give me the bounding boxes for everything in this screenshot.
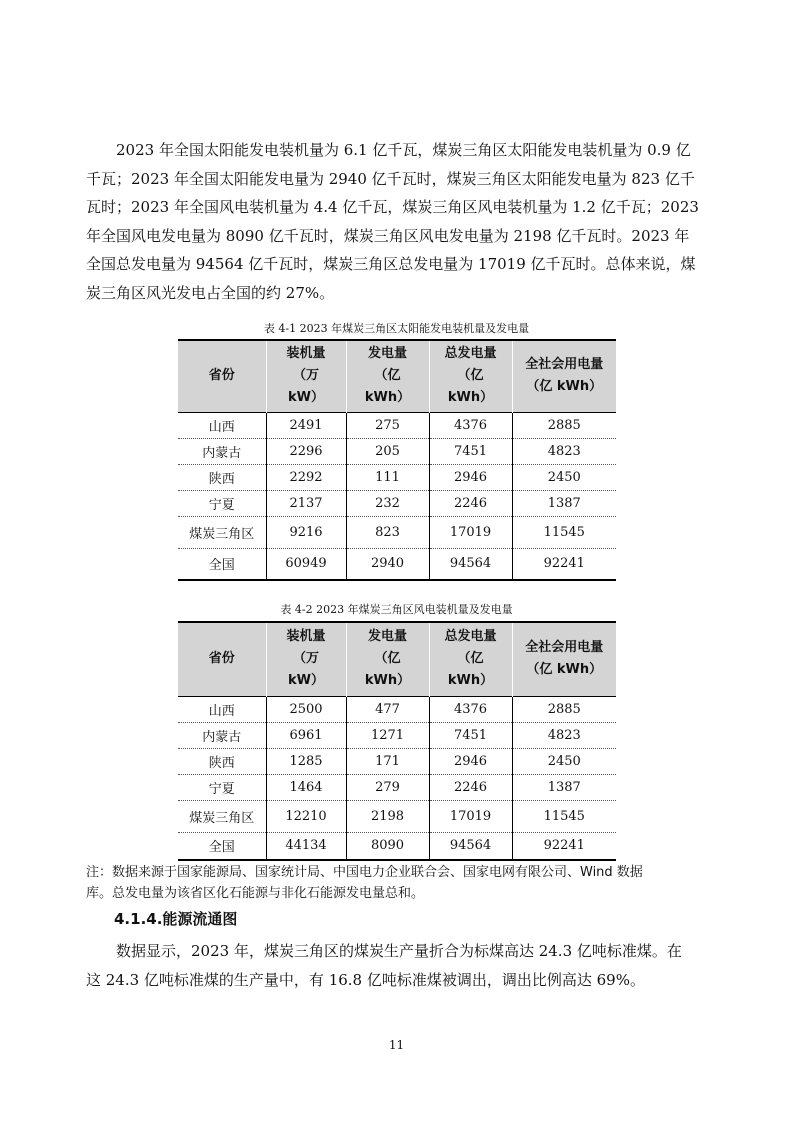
cell-province: 内蒙古 (178, 438, 266, 464)
cell-value: 8090 (346, 832, 429, 860)
cell-value: 111 (346, 464, 429, 490)
paragraph-solar-wind-summary (86, 136, 708, 307)
cell-province: 宁夏 (178, 490, 266, 516)
table-row (178, 412, 616, 438)
cell-value: 477 (346, 696, 429, 722)
cell-value: 1387 (512, 490, 616, 516)
cell-value: 279 (346, 774, 429, 800)
cell-value: 4823 (512, 722, 616, 748)
cell-value: 94564 (429, 548, 512, 580)
cell-province: 山西 (178, 412, 266, 438)
paragraph-coal-flow (86, 937, 708, 994)
note-line: 注：数据来源于国家能源局、国家统计局、中国电力企业联合会、国家电网有限公司、Wind 数据 (86, 865, 643, 880)
table-header-row (178, 340, 616, 412)
table-row (178, 748, 616, 774)
table-header-row (178, 622, 616, 696)
cell-value: 1285 (266, 748, 346, 774)
paragraph-line: 瓦时；2023 年全国风电装机量为 4.4 亿千瓦，煤炭三角区风电装机量为 1.2 亿千瓦；2023 (86, 198, 699, 216)
paragraph-line: 炭三角区风光发电占全国的约 27%。 (86, 283, 335, 302)
cell-province: 全国 (178, 548, 266, 580)
cell-value: 2296 (266, 438, 346, 464)
cell-province: 陕西 (178, 464, 266, 490)
header-total-consumption: 全社会用电量 （亿 kWh） (512, 622, 616, 696)
table-row (178, 516, 616, 548)
cell-province: 宁夏 (178, 774, 266, 800)
cell-value: 11545 (512, 516, 616, 548)
cell-value: 7451 (429, 722, 512, 748)
header-total-consumption: 全社会用电量 （亿 kWh） (512, 340, 616, 412)
table-row (178, 464, 616, 490)
header-installed-capacity: 装机量 （万 kW） (266, 622, 346, 696)
paragraph-line: 数据显示，2023 年，煤炭三角区的煤炭生产量折合为标煤高达 24.3 亿吨标准煤。在 (116, 942, 682, 960)
cell-value: 2500 (266, 696, 346, 722)
table-2-caption: 表 4-2 2023 年煤炭三角区风电装机量及发电量 (280, 603, 513, 616)
cell-value: 12210 (266, 800, 346, 832)
cell-value: 2246 (429, 490, 512, 516)
cell-value: 171 (346, 748, 429, 774)
header-total-generation: 总发电量 （亿 kWh） (429, 340, 512, 412)
cell-value: 2885 (512, 696, 616, 722)
cell-value: 205 (346, 438, 429, 464)
table-row (178, 722, 616, 748)
header-province: 省份 (178, 340, 266, 412)
paragraph-line: 年全国风电发电量为 8090 亿千瓦时，煤炭三角区风电发电量为 2198 亿千瓦时。2023 年 (86, 226, 690, 245)
cell-value: 2198 (346, 800, 429, 832)
cell-value: 92241 (512, 548, 616, 580)
cell-value: 823 (346, 516, 429, 548)
cell-value: 9216 (266, 516, 346, 548)
table-2-wind (178, 621, 616, 861)
cell-value: 2292 (266, 464, 346, 490)
header-generation: 发电量 （亿 kWh） (346, 340, 429, 412)
cell-value: 94564 (429, 832, 512, 860)
cell-value: 4376 (429, 696, 512, 722)
cell-value: 2946 (429, 464, 512, 490)
table-1-solar (178, 339, 616, 581)
note-line: 库。总发电量为该省区化石能源与非化石能源发电量总和。 (86, 886, 425, 901)
cell-value: 44134 (266, 832, 346, 860)
table-row (178, 800, 616, 832)
paragraph-line: 全国总发电量为 94564 亿千瓦时，煤炭三角区总发电量为 17019 亿千瓦时。总体来说，煤 (86, 255, 696, 273)
cell-value: 17019 (429, 800, 512, 832)
cell-province: 内蒙古 (178, 722, 266, 748)
cell-value: 4376 (429, 412, 512, 438)
cell-value: 2946 (429, 748, 512, 774)
cell-value: 17019 (429, 516, 512, 548)
table-row (178, 438, 616, 464)
cell-value: 11545 (512, 800, 616, 832)
cell-province: 陕西 (178, 748, 266, 774)
cell-province: 山西 (178, 696, 266, 722)
cell-value: 275 (346, 412, 429, 438)
table-row (178, 548, 616, 580)
cell-value: 2137 (266, 490, 346, 516)
cell-value: 2885 (512, 412, 616, 438)
table-row (178, 774, 616, 800)
cell-value: 7451 (429, 438, 512, 464)
cell-value: 4823 (512, 438, 616, 464)
paragraph-line: 2023 年全国太阳能发电装机量为 6.1 亿千瓦，煤炭三角区太阳能发电装机量为 0.9 亿 (116, 141, 691, 159)
paragraph-line: 这 24.3 亿吨标准煤的生产量中，有 16.8 亿吨标准煤被调出，调出比例高达 69%。 (86, 970, 645, 989)
page-number: 11 (388, 1038, 405, 1052)
header-installed-capacity: 装机量 （万 kW） (266, 340, 346, 412)
header-generation: 发电量 （亿 kWh） (346, 622, 429, 696)
cell-value: 2450 (512, 464, 616, 490)
cell-value: 92241 (512, 832, 616, 860)
cell-value: 1464 (266, 774, 346, 800)
section-heading: 4.1.4.能源流通图 (114, 910, 238, 928)
cell-province: 煤炭三角区 (178, 516, 266, 548)
cell-value: 1387 (512, 774, 616, 800)
data-source-note (86, 862, 708, 904)
paragraph-line: 千瓦；2023 年全国太阳能发电量为 2940 亿千瓦时，煤炭三角区太阳能发电量为 823 亿千 (86, 169, 695, 188)
cell-province: 煤炭三角区 (178, 800, 266, 832)
table-row (178, 490, 616, 516)
cell-value: 2491 (266, 412, 346, 438)
table-row (178, 696, 616, 722)
cell-value: 60949 (266, 548, 346, 580)
cell-value: 2940 (346, 548, 429, 580)
cell-value: 2450 (512, 748, 616, 774)
header-total-generation: 总发电量 （亿 kWh） (429, 622, 512, 696)
table-row (178, 832, 616, 860)
header-province: 省份 (178, 622, 266, 696)
cell-value: 1271 (346, 722, 429, 748)
cell-value: 6961 (266, 722, 346, 748)
cell-value: 2246 (429, 774, 512, 800)
cell-value: 232 (346, 490, 429, 516)
table-1-caption: 表 4-1 2023 年煤炭三角区太阳能发电装机量及发电量 (263, 322, 530, 335)
cell-province: 全国 (178, 832, 266, 860)
